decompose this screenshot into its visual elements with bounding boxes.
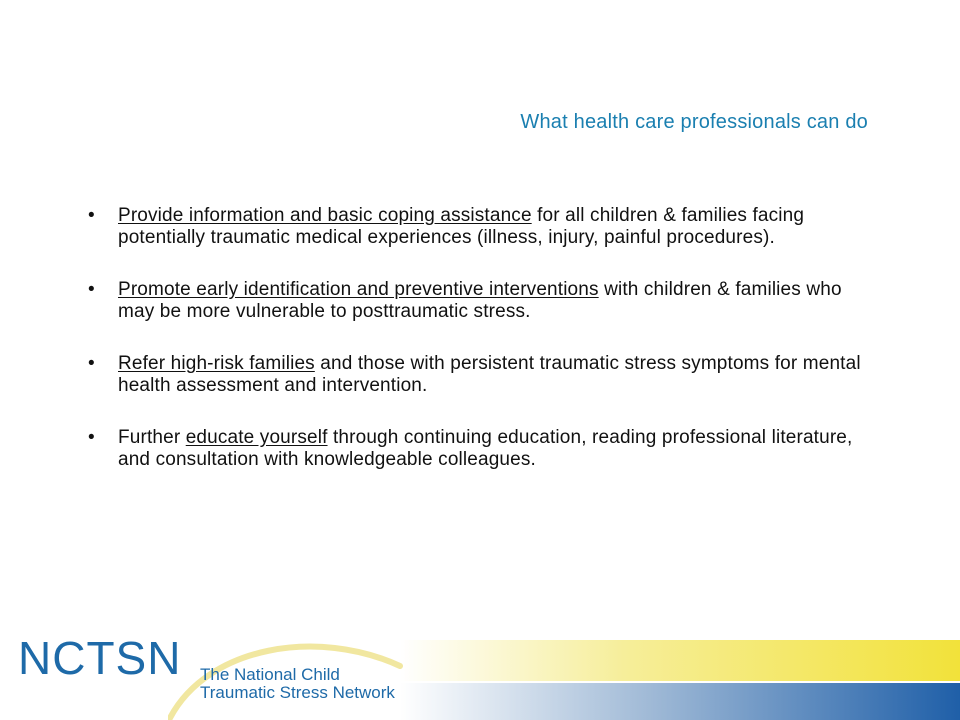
bullet-2-text: with children & families who may be more vulnerable to posttraumatic stress. <box>118 279 842 322</box>
bullet-4-prefix: Further <box>118 427 186 448</box>
logo-org-line-2: Traumatic Stress Network <box>200 683 395 702</box>
logo-org-line-1: The National Child <box>200 665 340 684</box>
bullet-2-underlined: Promote early identification and preventive interventions <box>118 279 599 300</box>
slide-title: What health care professionals can do <box>520 111 868 133</box>
bullet-dot-icon: • <box>88 427 95 448</box>
bullet-4-underlined: educate yourself <box>185 427 328 448</box>
bullet-4-text: through continuing education, reading professional literature, and consultation with knowledgeable colleagues. <box>118 427 853 470</box>
bullet-item-4 <box>88 427 868 471</box>
bullet-3-text: and those with persistent traumatic stress symptoms for mental health assessment and intervention. <box>118 353 861 396</box>
bullet-dot-icon: • <box>88 279 95 300</box>
bullet-dot-icon: • <box>88 205 95 226</box>
bullet-item-1 <box>88 205 868 249</box>
logo-org-name <box>200 666 395 702</box>
footer-gradient-bar-yellow <box>400 640 960 682</box>
footer-divider-line <box>400 681 960 683</box>
logo-acronym: NCTSN <box>18 632 182 684</box>
bullet-1-text: for all children & families facing potentially traumatic medical experiences (illness, injury, painful procedures). <box>118 205 805 248</box>
bullet-item-2 <box>88 279 868 323</box>
bullet-list <box>88 205 868 501</box>
bullet-1-underlined: Provide information and basic coping assistance <box>118 205 532 226</box>
bullet-item-3 <box>88 353 868 397</box>
bullet-dot-icon: • <box>88 353 95 374</box>
footer-gradient-bar-blue <box>400 682 960 720</box>
bullet-3-underlined: Refer high-risk families <box>118 353 315 374</box>
